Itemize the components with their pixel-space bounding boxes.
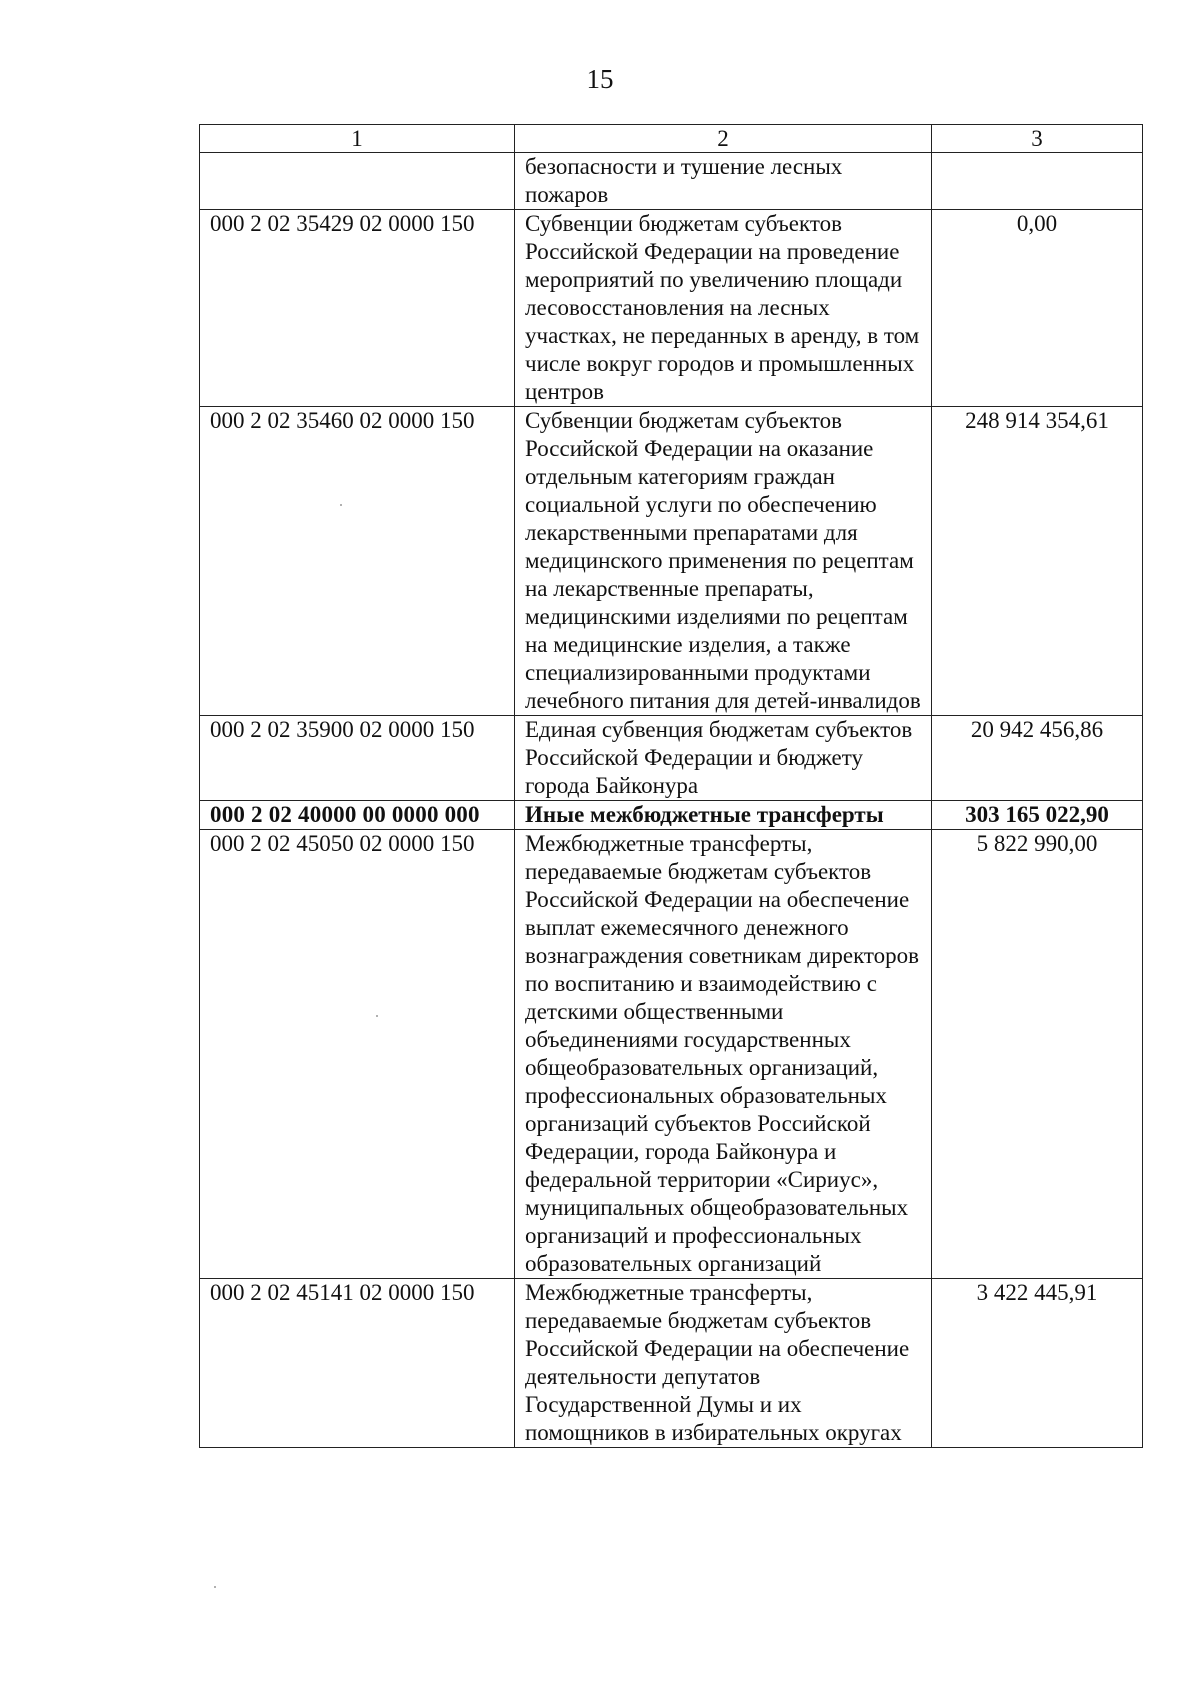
scan-speck [376, 1015, 378, 1017]
amount-cell: 303 165 022,90 [932, 801, 1143, 830]
code-cell: 000 2 02 45050 02 0000 150 [200, 830, 515, 1279]
description-cell: безопасности и тушение лесных пожаров [515, 153, 932, 210]
table-row [200, 153, 1143, 210]
amount-cell: 248 914 354,61 [932, 407, 1143, 716]
code-cell: 000 2 02 35900 02 0000 150 [200, 716, 515, 801]
amount-cell: 0,00 [932, 210, 1143, 407]
description-cell: Межбюджетные трансферты, передаваемые бюджетам субъектов Российской Федерации на обеспечение выплат ежемесячного денежного вознаграждения советникам директоров по воспитанию и взаимодействию с детскими общественными объединениями государственных общеобразовательных организаций, профессиональных образовательных организаций субъектов Российской Федерации, города Байконура и федеральной территории «Сириус», муниципальных общеобразовательных организаций и профессиональных образовательных организаций [515, 830, 932, 1279]
description-cell: Субвенции бюджетам субъектов Российской Федерации на проведение мероприятий по увеличению площади лесовосстановления на лесных участках, не переданных в аренду, в том числе вокруг городов и промышленных центров [515, 210, 932, 407]
table-row [200, 407, 1143, 716]
table-row [200, 830, 1143, 1279]
column-header-1: 1 [200, 125, 515, 153]
amount-cell: 5 822 990,00 [932, 830, 1143, 1279]
code-cell: 000 2 02 35460 02 0000 150 [200, 407, 515, 716]
page-number: 15 [586, 64, 614, 94]
code-cell: 000 2 02 45141 02 0000 150 [200, 1279, 515, 1448]
table-row [200, 716, 1143, 801]
table-row [200, 1279, 1143, 1448]
code-cell [200, 153, 515, 210]
table-row [200, 801, 1143, 830]
amount-cell [932, 153, 1143, 210]
scan-speck [340, 504, 342, 506]
code-cell: 000 2 02 40000 00 0000 000 [200, 801, 515, 830]
amount-cell: 3 422 445,91 [932, 1279, 1143, 1448]
description-cell: Субвенции бюджетам субъектов Российской Федерации на оказание отдельным категориям граждан социальной услуги по обеспечению лекарственными препаратами для медицинского применения по рецептам на лекарственные препараты, медицинскими изделиями по рецептам на медицинские изделия, а также специализированными продуктами лечебного питания для детей-инвалидов [515, 407, 932, 716]
amount-cell: 20 942 456,86 [932, 716, 1143, 801]
description-cell: Иные межбюджетные трансферты [515, 801, 932, 830]
column-header-2: 2 [515, 125, 932, 153]
scan-speck [214, 1586, 216, 1588]
column-header-3: 3 [932, 125, 1143, 153]
code-cell: 000 2 02 35429 02 0000 150 [200, 210, 515, 407]
table-row [200, 210, 1143, 407]
description-cell: Единая субвенция бюджетам субъектов Российской Федерации и бюджету города Байконура [515, 716, 932, 801]
table-header-row [200, 125, 1143, 153]
description-cell: Межбюджетные трансферты, передаваемые бюджетам субъектов Российской Федерации на обеспечение деятельности депутатов Государственной Думы и их помощников в избирательных округах [515, 1279, 932, 1448]
budget-table [199, 124, 1143, 1448]
